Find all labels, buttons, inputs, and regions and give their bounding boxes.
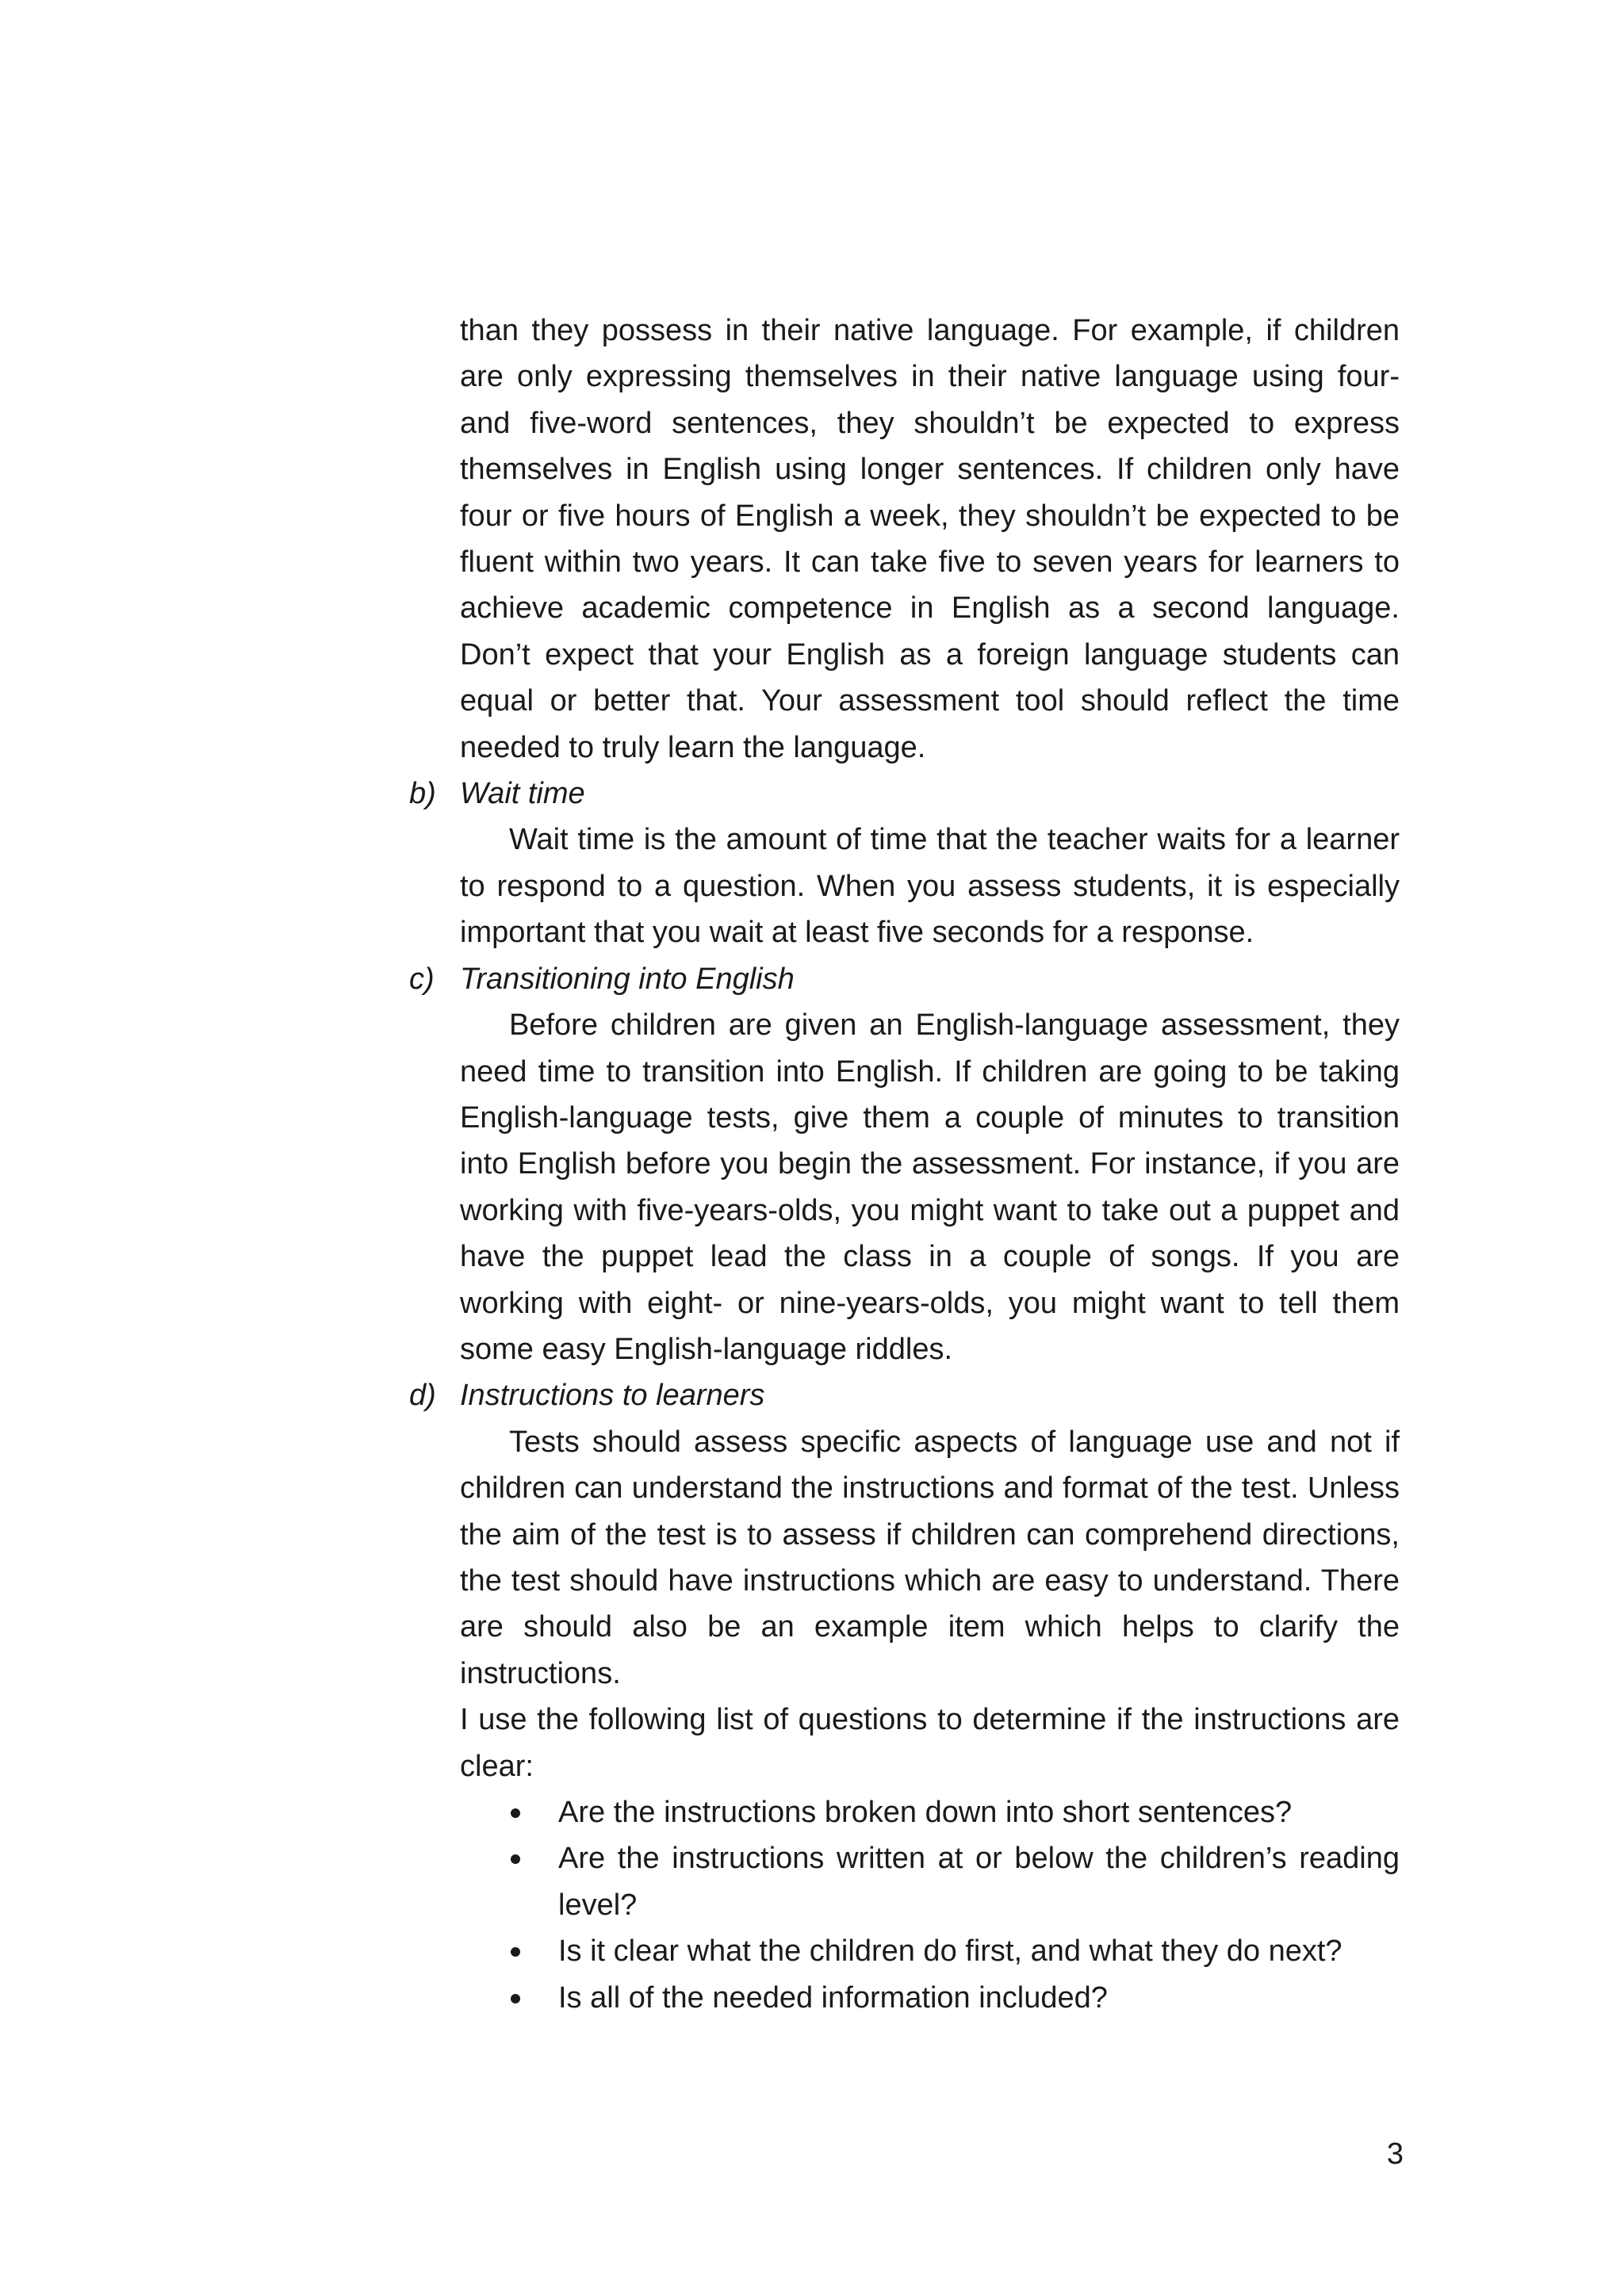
list-item <box>558 1928 1400 1974</box>
list-item-text: Is all of the needed information included? <box>558 1980 1108 2015</box>
section-title: Wait time <box>460 777 585 811</box>
page-body <box>409 308 1400 2021</box>
section-heading-instructions <box>409 1372 1400 1418</box>
section-title: Transitioning into English <box>460 962 795 996</box>
section-paragraph: Tests should assess specific aspects of language use and not if children can understand the instructions and format of the test. Unless the aim of the test is to assess if children can comprehend directions, the test should have instructions which are easy to understand. There are should also be an example item which helps to clarify the instructions. <box>460 1425 1400 1690</box>
list-item <box>558 1789 1400 1835</box>
bullet-icon <box>511 1808 520 1818</box>
bullet-icon <box>511 1994 520 2003</box>
list-item <box>558 1835 1400 1928</box>
list-item-text: Are the instructions written at or below the children’s reading level? <box>558 1842 1400 1922</box>
section-letter: c) <box>409 962 435 996</box>
list-item-text: Is it clear what the children do first, and what they do next? <box>558 1934 1342 1969</box>
section-paragraph: Before children are given an English-language assessment, they need time to transition into English. If children are going to be taking English-language tests, give them a couple of minutes to transition into English before you begin the assessment. For instance, if you are working with five-years-olds, you might want to take out a puppet and have the puppet lead the class in a couple of songs. If you are working with eight- or nine-years-olds, you might want to tell them some easy English-language riddles. <box>460 1008 1400 1366</box>
page-number: 3 <box>1386 2137 1404 2171</box>
intro-paragraph: than they possess in their native language. For example, if children are only expressing themselves in their native language using four- and five-word sentences, they shouldn’t be expected to express themselves in English using longer sentences. If children only have four or five hours of English a week, they shouldn’t be expected to be fluent within two years. It can take five to seven years for learners to achieve academic competence in English as a second language. Don’t expect that your English as a foreign language students can equal or better that. Your assessment tool should reflect the time needed to truly learn the language. <box>460 314 1400 764</box>
instructions-checklist <box>460 1789 1400 2021</box>
section-heading-transitioning <box>409 956 1400 1002</box>
section-paragraph: I use the following list of questions to determine if the instructions are clear: <box>460 1703 1400 1783</box>
section-paragraph: Wait time is the amount of time that the teacher waits for a learner to respond to a question. When you assess students, it is especially important that you wait at least five seconds for a response. <box>460 823 1400 950</box>
section-heading-wait-time <box>409 771 1400 817</box>
section-letter: b) <box>409 777 436 811</box>
list-item <box>558 1975 1400 2021</box>
list-item-text: Are the instructions broken down into short sentences? <box>558 1796 1293 1829</box>
section-title: Instructions to learners <box>460 1379 765 1413</box>
section-letter: d) <box>409 1379 436 1413</box>
bullet-icon <box>511 1854 520 1864</box>
bullet-icon <box>511 1947 520 1957</box>
